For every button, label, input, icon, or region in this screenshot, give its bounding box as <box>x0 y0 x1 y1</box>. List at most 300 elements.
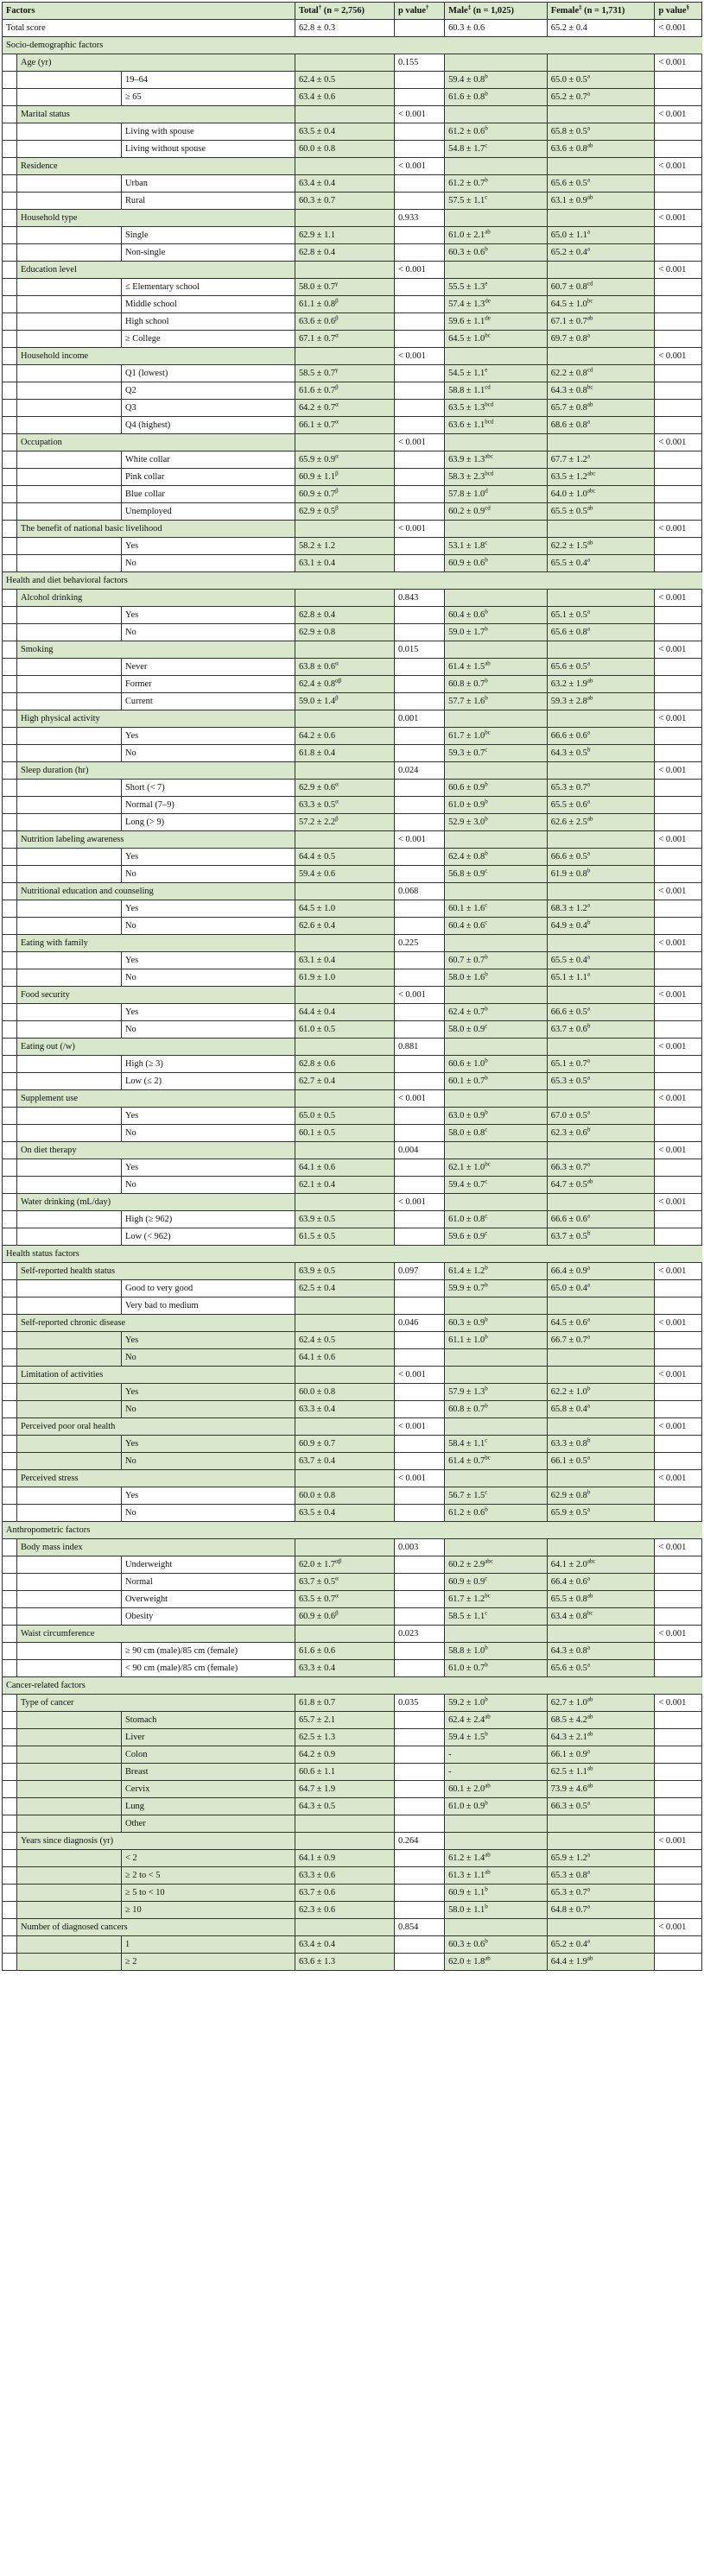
indent-cell <box>16 1228 121 1246</box>
female-cell <box>547 538 655 555</box>
significance-letter: b <box>485 608 488 616</box>
significance-letter: c <box>485 901 488 909</box>
indent-cell <box>16 918 121 935</box>
table-row <box>3 72 702 89</box>
p-value-cell <box>395 624 445 641</box>
male-cell <box>445 883 548 900</box>
indent-cell <box>16 313 121 331</box>
male-cell <box>445 538 548 555</box>
indent-cell <box>3 262 17 279</box>
p-value-cell <box>395 1815 445 1833</box>
p-value-sex-cell <box>655 866 702 883</box>
cell-value: 60.9 ± 0.7 <box>298 1439 336 1449</box>
male-cell <box>445 1263 548 1280</box>
total-cell <box>295 365 394 382</box>
cell-value: 64.3 ± 2.1 <box>550 1733 587 1742</box>
cell-value: 63.6 ± 1.3 <box>298 1957 336 1967</box>
cell-value: 62.0 ± 1.8 <box>448 1957 485 1967</box>
male-cell <box>445 969 548 987</box>
female-cell <box>547 745 655 762</box>
indent-cell <box>3 451 17 469</box>
indent-cell <box>3 1798 17 1815</box>
cell-value: 65.5 ± 0.4 <box>550 559 587 568</box>
table-row <box>3 1142 702 1159</box>
indent-cell <box>3 400 17 417</box>
indent-cell <box>3 1367 17 1384</box>
indent-cell <box>16 969 121 987</box>
total-cell <box>295 1936 394 1954</box>
p-value-cell <box>395 1746 445 1764</box>
table-row <box>3 417 702 434</box>
p-value-cell <box>395 745 445 762</box>
p-value-cell <box>395 1850 445 1867</box>
total-cell <box>295 20 394 37</box>
variable-label: Waist circumference <box>16 1626 295 1643</box>
significance-letter: b <box>485 1402 488 1410</box>
p-value-cell: 0.264 <box>395 1833 445 1850</box>
table-row <box>3 1954 702 1971</box>
option-label: Living without spouse <box>122 141 295 158</box>
male-cell <box>445 1401 548 1418</box>
table-row <box>3 1228 702 1246</box>
significance-letter: c <box>485 1229 488 1237</box>
significance-letter: e <box>485 366 488 374</box>
female-cell <box>547 1263 655 1280</box>
option-label: No <box>122 1453 295 1470</box>
results-table <box>2 2 702 1971</box>
p-value-sex-cell <box>655 1228 702 1246</box>
total-cell <box>295 1695 394 1712</box>
indent-cell <box>16 900 121 918</box>
table-row <box>3 1505 702 1522</box>
significance-letter: bc <box>485 1454 491 1462</box>
header-p-value: p value† <box>395 3 445 20</box>
cell-value: 65.5 ± 0.8 <box>550 1594 587 1604</box>
option-label: Long (> 9) <box>122 814 295 831</box>
significance-letter: ab <box>485 1954 491 1962</box>
male-cell <box>445 900 548 918</box>
cell-value: 62.1 ± 0.4 <box>298 1180 336 1190</box>
p-value-sex-cell <box>655 1936 702 1954</box>
significance-letter: a <box>587 1868 590 1876</box>
p-value-sex-cell <box>655 659 702 676</box>
cell-value: 63.3 ± 0.8 <box>550 1439 587 1449</box>
cell-value: 61.4 ± 1.2 <box>448 1266 485 1276</box>
cell-value: 63.1 ± 0.9 <box>550 196 587 205</box>
table-row <box>3 1867 702 1885</box>
male-cell <box>445 1936 548 1954</box>
female-cell <box>547 400 655 417</box>
total-cell <box>295 1556 394 1574</box>
option-label: Current <box>122 693 295 710</box>
significance-letter: a <box>587 1747 590 1755</box>
p-value-sex-cell: < 0.001 <box>655 641 702 659</box>
p-value-cell <box>395 1177 445 1194</box>
female-cell <box>547 676 655 693</box>
indent-cell <box>3 1436 17 1453</box>
total-cell <box>295 745 394 762</box>
indent-cell <box>3 1263 17 1280</box>
male-cell <box>445 1004 548 1021</box>
significance-letter: bc <box>485 1592 491 1600</box>
p-value-cell <box>395 780 445 797</box>
indent-cell <box>16 1177 121 1194</box>
cell-value: 63.7 ± 0.4 <box>298 1456 336 1466</box>
cell-value: 58.0 ± 0.8 <box>448 1128 485 1138</box>
p-value-cell: < 0.001 <box>395 262 445 279</box>
option-label: No <box>122 1177 295 1194</box>
indent-cell <box>3 607 17 624</box>
indent-cell <box>3 1315 17 1332</box>
table-row <box>3 1280 702 1297</box>
p-value-sex-cell: < 0.001 <box>655 262 702 279</box>
category-label: Health and diet behavioral factors <box>3 572 702 590</box>
male-cell <box>445 918 548 935</box>
indent-cell <box>16 659 121 676</box>
significance-letter: a <box>587 1799 590 1807</box>
female-cell <box>547 969 655 987</box>
table-row <box>3 1194 702 1211</box>
cell-value: 63.5 ± 0.4 <box>298 127 336 136</box>
indent-cell <box>3 1919 17 1936</box>
indent-cell <box>16 1815 121 1833</box>
male-cell <box>445 555 548 572</box>
male-cell <box>445 831 548 849</box>
indent-cell <box>3 175 17 193</box>
cell-value: 59.6 ± 1.1 <box>448 317 485 326</box>
cell-value: 57.8 ± 1.0 <box>448 489 485 499</box>
male-cell <box>445 1349 548 1367</box>
p-value-sex-cell <box>655 1643 702 1660</box>
row-label: Total score <box>3 20 295 37</box>
cell-value: 63.4 ± 0.6 <box>298 92 336 102</box>
indent-cell <box>16 1487 121 1505</box>
total-cell <box>295 1090 394 1108</box>
cell-value: 63.4 ± 0.8 <box>550 1612 587 1621</box>
table-row <box>3 900 702 918</box>
p-value-sex-cell <box>655 1280 702 1297</box>
cell-value: 57.7 ± 1.6 <box>448 697 485 706</box>
table-row <box>3 1211 702 1228</box>
significance-letter: β <box>335 470 339 477</box>
male-cell <box>445 1643 548 1660</box>
category-label: Anthropometric factors <box>3 1522 702 1539</box>
p-value-cell <box>395 141 445 158</box>
cell-value: 65.3 ± 0.7 <box>550 783 587 792</box>
option-label: Obesity <box>122 1608 295 1626</box>
indent-cell <box>3 693 17 710</box>
total-cell <box>295 1228 394 1246</box>
cell-value: 67.1 ± 0.7 <box>298 334 336 344</box>
cell-value: 59.4 ± 0.8 <box>448 75 485 85</box>
total-cell <box>295 503 394 521</box>
p-value-cell: 0.097 <box>395 1263 445 1280</box>
female-cell <box>547 641 655 659</box>
p-value-cell <box>395 659 445 676</box>
total-cell <box>295 1643 394 1660</box>
table-row <box>3 1833 702 1850</box>
significance-letter: b <box>485 176 488 184</box>
total-cell <box>295 244 394 262</box>
male-cell <box>445 1332 548 1349</box>
significance-letter: a <box>587 608 590 616</box>
p-value-cell <box>395 1159 445 1177</box>
p-value-sex-cell <box>655 555 702 572</box>
cell-value: 68.6 ± 0.8 <box>550 420 587 430</box>
indent-cell <box>3 1608 17 1626</box>
significance-letter: ab <box>485 228 491 236</box>
significance-letter: β <box>335 383 339 391</box>
p-value-sex-cell <box>655 1056 702 1073</box>
indent-cell <box>16 279 121 296</box>
table-row <box>3 1349 702 1367</box>
cell-value: 64.2 ± 0.7 <box>298 403 336 413</box>
significance-letter: e <box>485 280 488 287</box>
indent-cell <box>16 1660 121 1677</box>
female-cell <box>547 814 655 831</box>
significance-letter: α <box>335 331 339 339</box>
variable-label: Alcohol drinking <box>16 590 295 607</box>
cell-value: 65.7 ± 0.8 <box>550 403 587 413</box>
p-value-cell: 0.843 <box>395 590 445 607</box>
female-cell <box>547 54 655 72</box>
male-cell <box>445 1902 548 1919</box>
cell-value: 66.6 ± 0.5 <box>550 852 587 862</box>
indent-cell <box>3 244 17 262</box>
male-cell <box>445 676 548 693</box>
option-label: No <box>122 1401 295 1418</box>
cell-value: 64.9 ± 0.4 <box>550 921 587 931</box>
male-cell <box>445 1764 548 1781</box>
significance-letter: a <box>587 418 590 426</box>
cell-value: 57.4 ± 1.3 <box>448 300 485 309</box>
cell-value: 66.4 ± 0.9 <box>550 1266 587 1276</box>
p-value-cell: < 0.001 <box>395 1470 445 1487</box>
p-value-sex-cell: < 0.001 <box>655 1142 702 1159</box>
option-label: Normal <box>122 1574 295 1591</box>
option-label: Breast <box>122 1764 295 1781</box>
indent-cell <box>3 54 17 72</box>
female-cell <box>547 1418 655 1436</box>
male-cell <box>445 469 548 486</box>
p-value-cell <box>395 607 445 624</box>
table-row <box>3 1056 702 1073</box>
indent-cell <box>16 227 121 244</box>
female-cell <box>547 659 655 676</box>
p-value-sex-cell <box>655 72 702 89</box>
cell-value: 67.7 ± 1.2 <box>550 455 587 464</box>
male-cell <box>445 1833 548 1850</box>
option-label: No <box>122 969 295 987</box>
cell-value: 64.3 ± 0.5 <box>550 748 587 758</box>
table-row <box>3 1539 702 1556</box>
table-row <box>3 1781 702 1798</box>
significance-letter: a <box>587 729 590 736</box>
female-cell <box>547 1643 655 1660</box>
indent-cell <box>16 624 121 641</box>
male-cell <box>445 89 548 106</box>
male-cell <box>445 1297 548 1315</box>
female-cell <box>547 1108 655 1125</box>
significance-letter: c <box>485 142 488 149</box>
table-row <box>3 1021 702 1039</box>
cell-value: 59.9 ± 0.7 <box>448 1284 485 1293</box>
female-cell <box>547 1349 655 1367</box>
header-p-value-sex: p value§ <box>655 3 702 20</box>
indent-cell <box>3 1954 17 1971</box>
total-cell <box>295 1591 394 1608</box>
male-cell <box>445 1746 548 1764</box>
indent-cell <box>3 1470 17 1487</box>
variable-label: Nutrition labeling awareness <box>16 831 295 849</box>
p-value-sex-cell <box>655 1401 702 1418</box>
male-cell <box>445 348 548 365</box>
female-cell <box>547 1729 655 1746</box>
table-row <box>3 227 702 244</box>
cell-value: 62.1 ± 1.0 <box>448 1163 485 1172</box>
cell-value: 62.9 ± 0.8 <box>298 628 336 637</box>
total-cell <box>295 1004 394 1021</box>
p-value-sex-cell <box>655 1608 702 1626</box>
table-row <box>3 572 702 590</box>
cell-value: 60.4 ± 0.6 <box>448 921 485 931</box>
p-value-sex-cell <box>655 1764 702 1781</box>
table-row <box>3 1798 702 1815</box>
significance-letter: ab <box>587 504 593 512</box>
option-label: Urban <box>122 175 295 193</box>
cell-value: 61.5 ± 0.5 <box>298 1232 336 1241</box>
p-value-sex-cell: < 0.001 <box>655 590 702 607</box>
male-cell <box>445 728 548 745</box>
p-value-sex-cell: < 0.001 <box>655 987 702 1004</box>
cell-value: 66.3 ± 0.5 <box>550 1802 587 1811</box>
cell-value: 65.6 ± 0.8 <box>550 628 587 637</box>
significance-letter: b <box>485 953 488 961</box>
female-cell <box>547 762 655 780</box>
p-value-cell <box>395 1712 445 1729</box>
male-cell <box>445 641 548 659</box>
male-cell <box>445 1660 548 1677</box>
total-cell <box>295 1263 394 1280</box>
male-cell <box>445 279 548 296</box>
p-value-sex-cell <box>655 400 702 417</box>
indent-cell <box>3 1039 17 1056</box>
female-cell <box>547 296 655 313</box>
p-value-sex-cell <box>655 676 702 693</box>
male-cell <box>445 244 548 262</box>
indent-cell <box>16 1798 121 1815</box>
table-row <box>3 676 702 693</box>
cell-value: 58.0 ± 0.7 <box>298 282 336 292</box>
significance-letter: ab <box>485 1851 491 1859</box>
male-cell <box>445 1125 548 1142</box>
cell-value: 62.4 ± 0.5 <box>298 1335 336 1345</box>
male-cell <box>445 210 548 227</box>
male-cell <box>445 20 548 37</box>
cell-value: 59.2 ± 1.0 <box>448 1698 485 1708</box>
p-value-cell <box>395 1108 445 1125</box>
total-cell <box>295 624 394 641</box>
table-row <box>3 1591 702 1608</box>
total-cell <box>295 555 394 572</box>
female-cell <box>547 1125 655 1142</box>
significance-letter: ab <box>587 1592 593 1600</box>
total-cell <box>295 1487 394 1505</box>
p-value-cell <box>395 175 445 193</box>
indent-cell <box>16 1349 121 1367</box>
table-row <box>3 693 702 710</box>
cell-value: 63.2 ± 1.9 <box>550 679 587 689</box>
cell-value: 62.2 ± 1.0 <box>550 1387 587 1397</box>
p-value-sex-cell <box>655 331 702 348</box>
cell-value: 65.2 ± 0.4 <box>550 1940 587 1949</box>
indent-cell <box>16 1902 121 1919</box>
variable-label: Education level <box>16 262 295 279</box>
table-row <box>3 1919 702 1936</box>
p-value-cell <box>395 1384 445 1401</box>
cell-value: 59.4 ± 0.7 <box>448 1180 485 1190</box>
cell-value: 62.3 ± 0.6 <box>550 1128 587 1138</box>
p-value-sex-cell <box>655 451 702 469</box>
significance-letter: ab <box>587 1695 593 1703</box>
indent-cell <box>3 1073 17 1090</box>
indent-cell <box>16 331 121 348</box>
male-cell <box>445 1487 548 1505</box>
female-cell <box>547 175 655 193</box>
p-value-cell: 0.046 <box>395 1315 445 1332</box>
significance-letter: a <box>587 798 590 805</box>
female-cell <box>547 1367 655 1384</box>
significance-letter: β <box>335 297 339 305</box>
indent-cell <box>3 193 17 210</box>
table-row <box>3 296 702 313</box>
indent-cell <box>3 538 17 555</box>
female-cell <box>547 1280 655 1297</box>
indent-cell <box>3 710 17 728</box>
indent-cell <box>3 486 17 503</box>
cell-value: 60.1 ± 0.5 <box>298 1128 336 1138</box>
variable-label: Type of cancer <box>16 1695 295 1712</box>
significance-letter: b <box>485 73 488 80</box>
total-cell <box>295 659 394 676</box>
significance-letter: b <box>485 1316 488 1323</box>
significance-letter: c <box>485 1212 488 1220</box>
cell-value: 61.0 ± 0.7 <box>448 1664 485 1673</box>
table-row <box>3 279 702 296</box>
significance-letter: ab <box>587 1730 593 1738</box>
table-row <box>3 1660 702 1677</box>
significance-letter: b <box>485 1695 488 1703</box>
male-cell <box>445 1729 548 1746</box>
female-cell <box>547 1712 655 1729</box>
indent-cell <box>3 521 17 538</box>
total-cell <box>295 969 394 987</box>
female-cell <box>547 1764 655 1781</box>
cell-value: 64.4 ± 0.5 <box>298 852 336 862</box>
option-label: Yes <box>122 849 295 866</box>
significance-letter: β <box>335 314 339 322</box>
option-label: Q2 <box>122 382 295 400</box>
significance-letter: b <box>485 970 488 978</box>
cell-value: 63.3 ± 0.4 <box>298 1405 336 1414</box>
cell-value: 65.2 ± 0.4 <box>550 23 587 33</box>
cell-value: 60.0 ± 0.8 <box>298 1387 336 1397</box>
indent-cell <box>16 728 121 745</box>
cell-value: 64.5 ± 1.0 <box>448 334 485 344</box>
cell-value: 64.3 ± 0.5 <box>298 1802 336 1811</box>
option-label: High school <box>122 313 295 331</box>
table-row <box>3 382 702 400</box>
